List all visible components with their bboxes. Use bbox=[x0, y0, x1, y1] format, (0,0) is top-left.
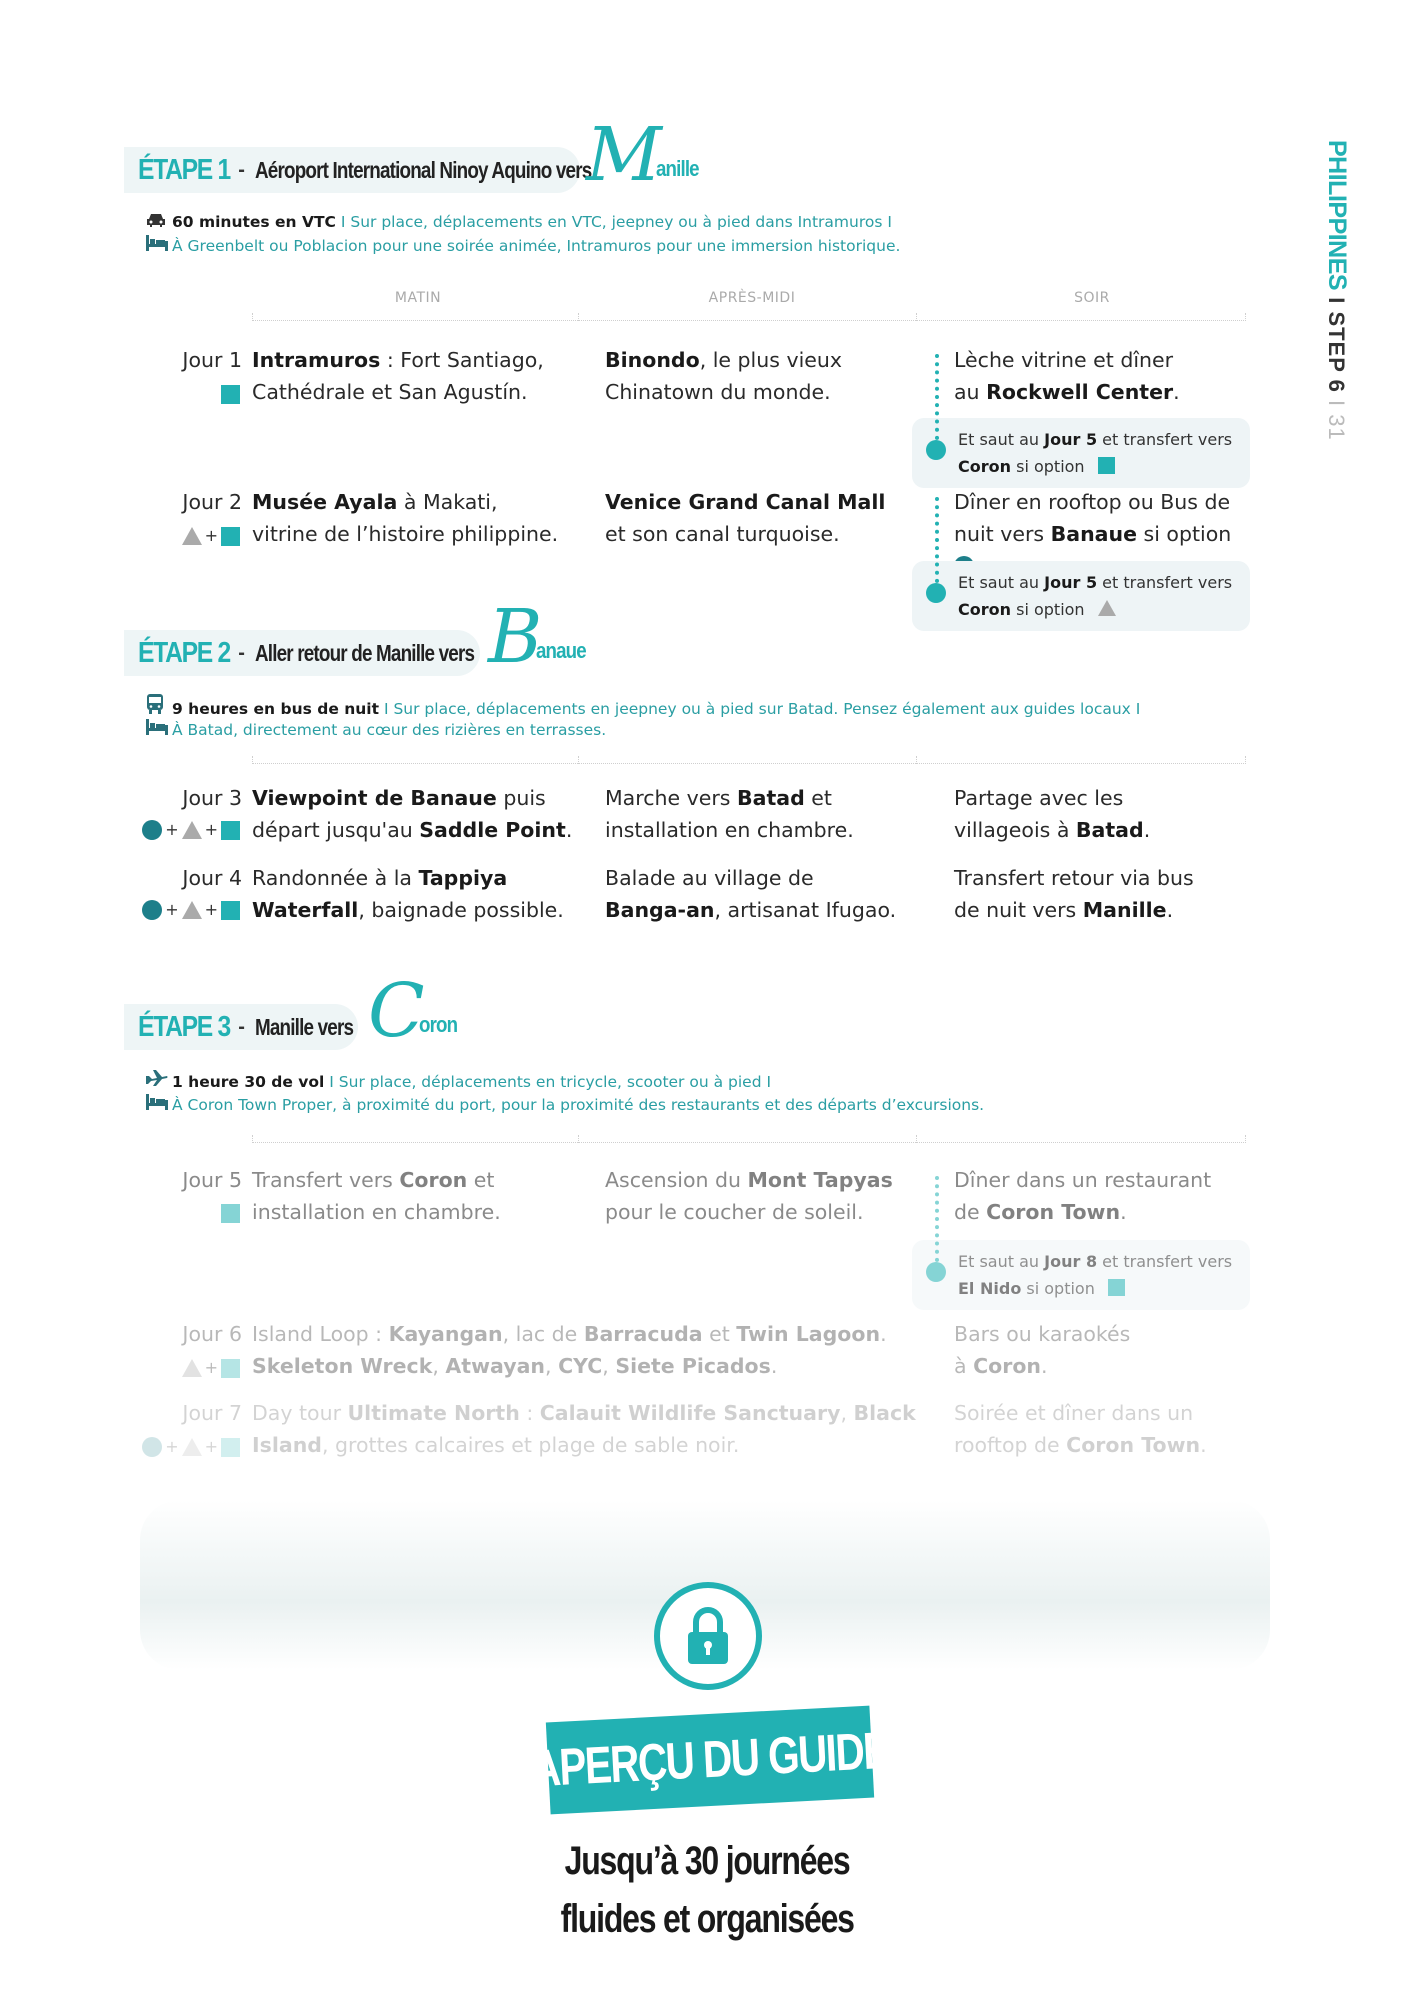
place: Island bbox=[252, 1433, 322, 1457]
place: Intramuros bbox=[252, 348, 381, 372]
connector-dots bbox=[935, 1176, 939, 1262]
plus: + bbox=[204, 900, 218, 919]
place: Coron bbox=[958, 600, 1012, 619]
stage-dash: - bbox=[238, 641, 245, 664]
plus: + bbox=[204, 1358, 218, 1377]
transport-duration: 60 minutes en VTC bbox=[172, 213, 336, 231]
place: Calauit Wildlife Sanctuary bbox=[539, 1401, 841, 1425]
text: si option bbox=[1021, 1279, 1095, 1298]
text: : bbox=[519, 1401, 540, 1425]
side-step: STEP 6 bbox=[1324, 311, 1349, 393]
side-country: PHILIPPINES bbox=[1323, 140, 1351, 291]
stage-3-lodging bbox=[146, 1093, 984, 1117]
text: Transfert retour via bus bbox=[954, 866, 1194, 890]
text: nuit vers bbox=[954, 522, 1051, 546]
text: pour le coucher de soleil. bbox=[605, 1200, 864, 1224]
stage-1-header bbox=[124, 147, 592, 193]
lock-icon bbox=[654, 1582, 762, 1690]
day-morning bbox=[252, 782, 582, 846]
divider-tick bbox=[578, 1135, 579, 1143]
stage-1-lodging bbox=[146, 234, 900, 258]
square-icon bbox=[221, 1359, 240, 1378]
triangle-icon bbox=[182, 901, 202, 919]
text: , bbox=[840, 1401, 854, 1425]
tagline-text: Jusqu’à 30 journées bbox=[564, 1839, 850, 1883]
place: Coron Town bbox=[986, 1200, 1121, 1224]
divider-tick bbox=[916, 1135, 917, 1143]
transport-details: I Sur place, déplacements en tricycle, scooter ou à pied I bbox=[324, 1073, 772, 1091]
day-label: Jour 6 bbox=[182, 1322, 242, 1346]
day-ref: Jour 8 bbox=[1044, 1252, 1098, 1271]
place: Banaue bbox=[1050, 522, 1137, 546]
skip-note bbox=[912, 1240, 1250, 1310]
connector-end-dot bbox=[926, 440, 946, 460]
place: Musée Ayala bbox=[252, 490, 398, 514]
text: vitrine de l’histoire philippine. bbox=[252, 522, 559, 546]
day-afternoon bbox=[605, 1164, 915, 1228]
day-ref: Jour 5 bbox=[1044, 430, 1098, 449]
circle-icon bbox=[142, 1437, 162, 1457]
triangle-icon bbox=[182, 1359, 202, 1377]
day-afternoon bbox=[605, 782, 905, 846]
text: , lac de bbox=[502, 1322, 584, 1346]
plus: + bbox=[165, 900, 179, 919]
text: , artisanat Ifugao. bbox=[714, 898, 897, 922]
stage-1-transport bbox=[146, 210, 892, 234]
column-header-afternoon: APRÈS-MIDI bbox=[708, 290, 796, 306]
square-icon bbox=[221, 527, 240, 546]
option-icons bbox=[150, 1356, 240, 1380]
place: Batad bbox=[1075, 818, 1144, 842]
place: Saddle Point bbox=[419, 818, 566, 842]
plus: + bbox=[165, 1437, 179, 1456]
day-afternoon bbox=[605, 486, 915, 550]
divider-tick bbox=[252, 1135, 253, 1143]
day-evening bbox=[954, 1397, 1244, 1461]
text: si option bbox=[1011, 457, 1085, 476]
banner-text: APERÇU DU GUIDE bbox=[530, 1721, 891, 1799]
day-label: Jour 3 bbox=[182, 786, 242, 810]
triangle-icon bbox=[182, 821, 202, 839]
column-header-morning: MATIN bbox=[394, 290, 442, 306]
text: . bbox=[1166, 898, 1174, 922]
text: , grottes calcaires et plage de sable noir. bbox=[321, 1433, 740, 1457]
text: au bbox=[954, 380, 987, 404]
lodging-details: À Batad, directement au cœur des rizières en terrasses. bbox=[172, 721, 607, 739]
day-afternoon bbox=[605, 862, 915, 926]
text: Dîner dans un restaurant bbox=[954, 1168, 1212, 1192]
text: , bbox=[545, 1354, 559, 1378]
text: . bbox=[1143, 818, 1151, 842]
stage-1-destination bbox=[586, 112, 706, 198]
text: . bbox=[1041, 1354, 1048, 1378]
stage-3-destination bbox=[368, 968, 464, 1054]
divider-tick bbox=[916, 756, 917, 764]
place: Coron bbox=[973, 1354, 1042, 1378]
text: et transfert vers bbox=[1097, 573, 1233, 592]
bed-icon bbox=[146, 1093, 172, 1117]
text: et bbox=[804, 786, 832, 810]
place: Tappiya bbox=[418, 866, 508, 890]
text: , bbox=[602, 1354, 616, 1378]
text: de bbox=[954, 1200, 987, 1224]
connector-dots bbox=[935, 497, 939, 583]
text: à Makati, bbox=[397, 490, 498, 514]
day-morning bbox=[252, 862, 582, 926]
circle-icon bbox=[142, 900, 162, 920]
text: Chinatown du monde. bbox=[605, 380, 831, 404]
plus: + bbox=[165, 820, 179, 839]
plus: + bbox=[204, 820, 218, 839]
stage-2-label: ÉTAPE 2 bbox=[138, 636, 230, 669]
place: Atwayan bbox=[445, 1354, 546, 1378]
preview-banner bbox=[530, 1706, 891, 1815]
tagline-line-2 bbox=[0, 1890, 1414, 1948]
text: villageois à bbox=[954, 818, 1076, 842]
stage-2-transport bbox=[146, 694, 1140, 721]
place: Viewpoint de Banaue bbox=[252, 786, 497, 810]
stage-3-transport bbox=[146, 1069, 771, 1094]
text: Lèche vitrine et dîner bbox=[954, 348, 1174, 372]
divider-tick bbox=[1245, 1135, 1246, 1143]
text: , bbox=[432, 1354, 446, 1378]
place: Kayangan bbox=[388, 1322, 503, 1346]
text: de nuit vers bbox=[954, 898, 1083, 922]
text: Dîner en rooftop ou Bus de bbox=[954, 490, 1231, 514]
connector-end-dot bbox=[926, 583, 946, 603]
divider-tick bbox=[252, 313, 253, 321]
skip-note bbox=[912, 561, 1250, 631]
place: Waterfall bbox=[252, 898, 359, 922]
place: Binondo bbox=[605, 348, 700, 372]
text: installation en chambre. bbox=[605, 818, 854, 842]
place: Manille bbox=[1082, 898, 1167, 922]
place: Rockwell Center bbox=[986, 380, 1174, 404]
connector-dots bbox=[935, 354, 939, 440]
divider-tick bbox=[916, 313, 917, 321]
day-evening bbox=[954, 862, 1244, 926]
transport-details: I Sur place, déplacements en VTC, jeepney ou à pied dans Intramuros I bbox=[335, 213, 892, 231]
day-morning bbox=[252, 344, 572, 408]
day-label: Jour 7 bbox=[182, 1401, 242, 1425]
text: , le plus vieux bbox=[699, 348, 843, 372]
stage-2-header bbox=[124, 630, 480, 676]
divider-tick bbox=[1245, 313, 1246, 321]
divider-tick bbox=[252, 756, 253, 764]
day-label: Jour 2 bbox=[182, 490, 242, 514]
text: et transfert vers bbox=[1097, 430, 1233, 449]
place: Ultimate North bbox=[347, 1401, 520, 1425]
dest-rest: anaue bbox=[536, 638, 587, 663]
side-sep: I bbox=[1324, 290, 1349, 312]
text: rooftop de bbox=[954, 1433, 1067, 1457]
day-label: Jour 5 bbox=[182, 1168, 242, 1192]
place: Coron Town bbox=[1066, 1433, 1201, 1457]
text: . bbox=[770, 1354, 778, 1378]
text: . bbox=[1120, 1200, 1127, 1224]
option-icons bbox=[130, 1435, 240, 1459]
dest-rest: anille bbox=[655, 156, 699, 181]
divider-tick bbox=[578, 313, 579, 321]
text: Island Loop : bbox=[252, 1322, 389, 1346]
text: Cathédrale et San Agustín. bbox=[252, 380, 528, 404]
plus: + bbox=[204, 1437, 218, 1456]
day-evening bbox=[954, 344, 1244, 408]
divider-tick bbox=[1245, 756, 1246, 764]
text: Et saut au bbox=[958, 430, 1045, 449]
option-icons bbox=[130, 898, 240, 922]
square-icon bbox=[221, 1204, 240, 1223]
dest-rest: oron bbox=[418, 1012, 457, 1037]
text: . bbox=[880, 1322, 887, 1346]
circle-icon bbox=[142, 820, 162, 840]
plus: + bbox=[204, 526, 218, 545]
place: Barracuda bbox=[583, 1322, 703, 1346]
tagline-text: fluides et organisées bbox=[560, 1897, 854, 1941]
stage-2-lodging bbox=[146, 718, 606, 742]
stage-dash: - bbox=[238, 1015, 245, 1038]
place: Mont Tapyas bbox=[747, 1168, 893, 1192]
divider bbox=[252, 320, 1246, 321]
transport-details: I Sur place, déplacements en jeepney ou à pied sur Batad. Pensez également aux guides locaux I bbox=[379, 700, 1141, 718]
option-icons bbox=[130, 818, 240, 842]
text: et bbox=[702, 1322, 737, 1346]
text: si option bbox=[1137, 522, 1232, 546]
text: , baignade possible. bbox=[358, 898, 564, 922]
text: et son canal turquoise. bbox=[605, 522, 840, 546]
place: Twin Lagoon bbox=[736, 1322, 881, 1346]
divider-tick bbox=[578, 756, 579, 764]
place: Black bbox=[853, 1401, 916, 1425]
stage-1-label: ÉTAPE 1 bbox=[138, 153, 230, 186]
text: Transfert vers bbox=[252, 1168, 400, 1192]
bed-icon bbox=[146, 718, 172, 742]
place: El Nido bbox=[958, 1279, 1022, 1298]
text: Ascension du bbox=[605, 1168, 748, 1192]
text: Randonnée à la bbox=[252, 866, 419, 890]
side-page: 31 bbox=[1324, 414, 1349, 441]
divider bbox=[252, 763, 1246, 764]
stage-2-destination bbox=[488, 594, 595, 680]
square-icon bbox=[221, 385, 240, 404]
text: Soirée et dîner dans un bbox=[954, 1401, 1194, 1425]
option-icons bbox=[150, 1201, 240, 1225]
square-icon bbox=[221, 901, 240, 920]
day-evening bbox=[954, 782, 1244, 846]
skip-note bbox=[912, 418, 1250, 488]
day-daytime bbox=[252, 1318, 912, 1382]
car-icon bbox=[146, 210, 172, 234]
text: et transfert vers bbox=[1097, 1252, 1233, 1271]
place: Banga-an bbox=[605, 898, 715, 922]
day-daytime bbox=[252, 1397, 922, 1461]
divider bbox=[252, 1142, 1246, 1143]
square-icon bbox=[1108, 1279, 1125, 1296]
text: Day tour bbox=[252, 1401, 348, 1425]
text: . bbox=[1200, 1433, 1207, 1457]
place: Coron bbox=[958, 457, 1012, 476]
stage-3-label: ÉTAPE 3 bbox=[138, 1010, 230, 1043]
text: installation en chambre. bbox=[252, 1200, 501, 1224]
day-afternoon bbox=[605, 344, 905, 408]
stage-3-header bbox=[124, 1004, 358, 1050]
lodging-details: À Greenbelt ou Poblacion pour une soirée animée, Intramuros pour une immersion historique. bbox=[172, 237, 901, 255]
text: et bbox=[467, 1168, 495, 1192]
stage-1-route: Aéroport International Ninoy Aquino vers bbox=[254, 156, 592, 183]
square-icon bbox=[221, 821, 240, 840]
connector-end-dot bbox=[926, 1262, 946, 1282]
place: Siete Picados bbox=[615, 1354, 771, 1378]
day-evening bbox=[954, 1164, 1254, 1228]
lodging-details: À Coron Town Proper, à proximité du port, pour la proximité des restaurants et des départs d’excursions. bbox=[172, 1096, 985, 1114]
bed-icon bbox=[146, 234, 172, 258]
dest-initial: M bbox=[586, 112, 662, 198]
text: Partage avec les bbox=[954, 786, 1124, 810]
day-morning bbox=[252, 486, 582, 550]
text: départ jusqu'au bbox=[252, 818, 420, 842]
text: : Fort Santiago, bbox=[380, 348, 544, 372]
text: Bars ou karaokés bbox=[954, 1322, 1131, 1346]
dest-initial: C bbox=[368, 968, 425, 1054]
triangle-icon bbox=[182, 1438, 202, 1456]
day-label: Jour 4 bbox=[182, 866, 242, 890]
option-icons bbox=[150, 382, 240, 406]
day-morning bbox=[252, 1164, 572, 1228]
text: à bbox=[954, 1354, 974, 1378]
place: Coron bbox=[399, 1168, 468, 1192]
text: Et saut au bbox=[958, 573, 1045, 592]
triangle-icon bbox=[1098, 600, 1116, 616]
text: . bbox=[1173, 380, 1180, 404]
transport-duration: 1 heure 30 de vol bbox=[172, 1073, 325, 1091]
day-evening bbox=[954, 1318, 1244, 1382]
text: si option bbox=[1011, 600, 1085, 619]
side-sep: I bbox=[1324, 392, 1349, 415]
square-icon bbox=[1098, 457, 1115, 474]
text: puis bbox=[496, 786, 546, 810]
stage-2-route: Aller retour de Manille vers bbox=[254, 639, 475, 666]
triangle-icon bbox=[182, 527, 202, 545]
bus-icon bbox=[146, 694, 172, 721]
side-label bbox=[1319, 140, 1359, 441]
text: Marche vers bbox=[605, 786, 737, 810]
plane-icon bbox=[146, 1069, 172, 1094]
column-header-evening: SOIR bbox=[1074, 290, 1110, 306]
option-icons bbox=[150, 524, 240, 548]
stage-3-route: Manille vers bbox=[254, 1013, 354, 1040]
text: . bbox=[565, 818, 573, 842]
place: Batad bbox=[737, 786, 805, 810]
square-icon bbox=[221, 1438, 240, 1457]
stage-dash: - bbox=[238, 158, 245, 181]
transport-duration: 9 heures en bus de nuit bbox=[172, 700, 380, 718]
place: Skeleton Wreck bbox=[252, 1354, 433, 1378]
day-ref: Jour 5 bbox=[1044, 573, 1098, 592]
text: Balade au village de bbox=[605, 866, 814, 890]
tagline-line-1 bbox=[0, 1832, 1414, 1890]
day-label: Jour 1 bbox=[182, 348, 242, 372]
place: CYC bbox=[558, 1354, 603, 1378]
text: Et saut au bbox=[958, 1252, 1045, 1271]
place: Venice Grand Canal Mall bbox=[605, 490, 886, 514]
dest-initial: B bbox=[488, 594, 543, 680]
